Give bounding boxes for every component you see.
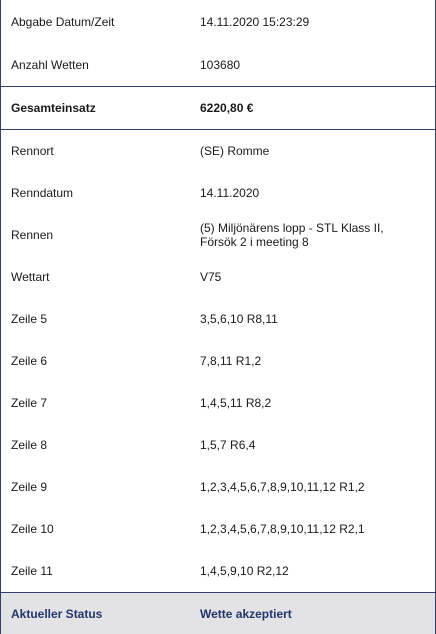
line-value: 3,5,6,10 R8,11 — [200, 312, 278, 326]
total-stake-value: 6220,80 € — [200, 101, 254, 115]
bet-count-label: Anzahl Wetten — [11, 58, 89, 72]
line-label: Zeile 11 — [11, 564, 53, 578]
line-value: 7,8,11 R1,2 — [200, 354, 262, 368]
race-date-label: Renndatum — [11, 186, 74, 200]
line-row — [1, 340, 435, 382]
detail-rows — [1, 130, 435, 592]
bet-count-row — [1, 44, 435, 86]
race-value — [200, 221, 435, 249]
status-row — [1, 592, 435, 634]
bet-type-row — [1, 256, 435, 298]
track-value: (SE) Romme — [200, 144, 270, 158]
total-stake-label: Gesamteinsatz — [11, 101, 96, 115]
race-value-line2: Försök 2 i meeting 8 — [200, 235, 309, 249]
bet-type-value: V75 — [200, 270, 222, 284]
bet-type-label: Wettart — [11, 270, 50, 284]
race-date-value: 14.11.2020 — [200, 186, 260, 200]
line-value: 1,5,7 R6,4 — [200, 438, 256, 452]
status-value: Wette akzeptiert — [200, 606, 292, 621]
line-label: Zeile 10 — [11, 522, 54, 536]
line-value: 1,2,3,4,5,6,7,8,9,10,11,12 R2,1 — [200, 522, 365, 536]
line-row — [1, 298, 435, 340]
line-label: Zeile 7 — [11, 396, 48, 410]
total-stake-row — [1, 86, 435, 130]
line-label: Zeile 5 — [11, 312, 48, 326]
bet-count-value: 103680 — [200, 58, 241, 72]
submission-label: Abgabe Datum/Zeit — [11, 15, 115, 29]
line-value: 1,2,3,4,5,6,7,8,9,10,11,12 R1,2 — [200, 480, 365, 494]
race-value-line1: (5) Miljönärens lopp - STL Klass II, — [200, 221, 384, 235]
race-row — [1, 214, 435, 256]
line-row — [1, 550, 435, 592]
track-row — [1, 130, 435, 172]
line-label: Zeile 6 — [11, 354, 48, 368]
race-label: Rennen — [11, 228, 54, 242]
status-label: Aktueller Status — [11, 606, 103, 621]
line-row — [1, 508, 435, 550]
line-row — [1, 424, 435, 466]
line-label: Zeile 8 — [11, 438, 48, 452]
submission-value: 14.11.2020 15:23:29 — [200, 15, 310, 29]
line-value: 1,4,5,9,10 R2,12 — [200, 564, 289, 578]
track-label: Rennort — [11, 144, 54, 158]
line-value: 1,4,5,11 R8,2 — [200, 396, 272, 410]
race-date-row — [1, 172, 435, 214]
line-row — [1, 382, 435, 424]
submission-row — [1, 0, 435, 44]
line-row — [1, 466, 435, 508]
line-label: Zeile 9 — [11, 480, 48, 494]
